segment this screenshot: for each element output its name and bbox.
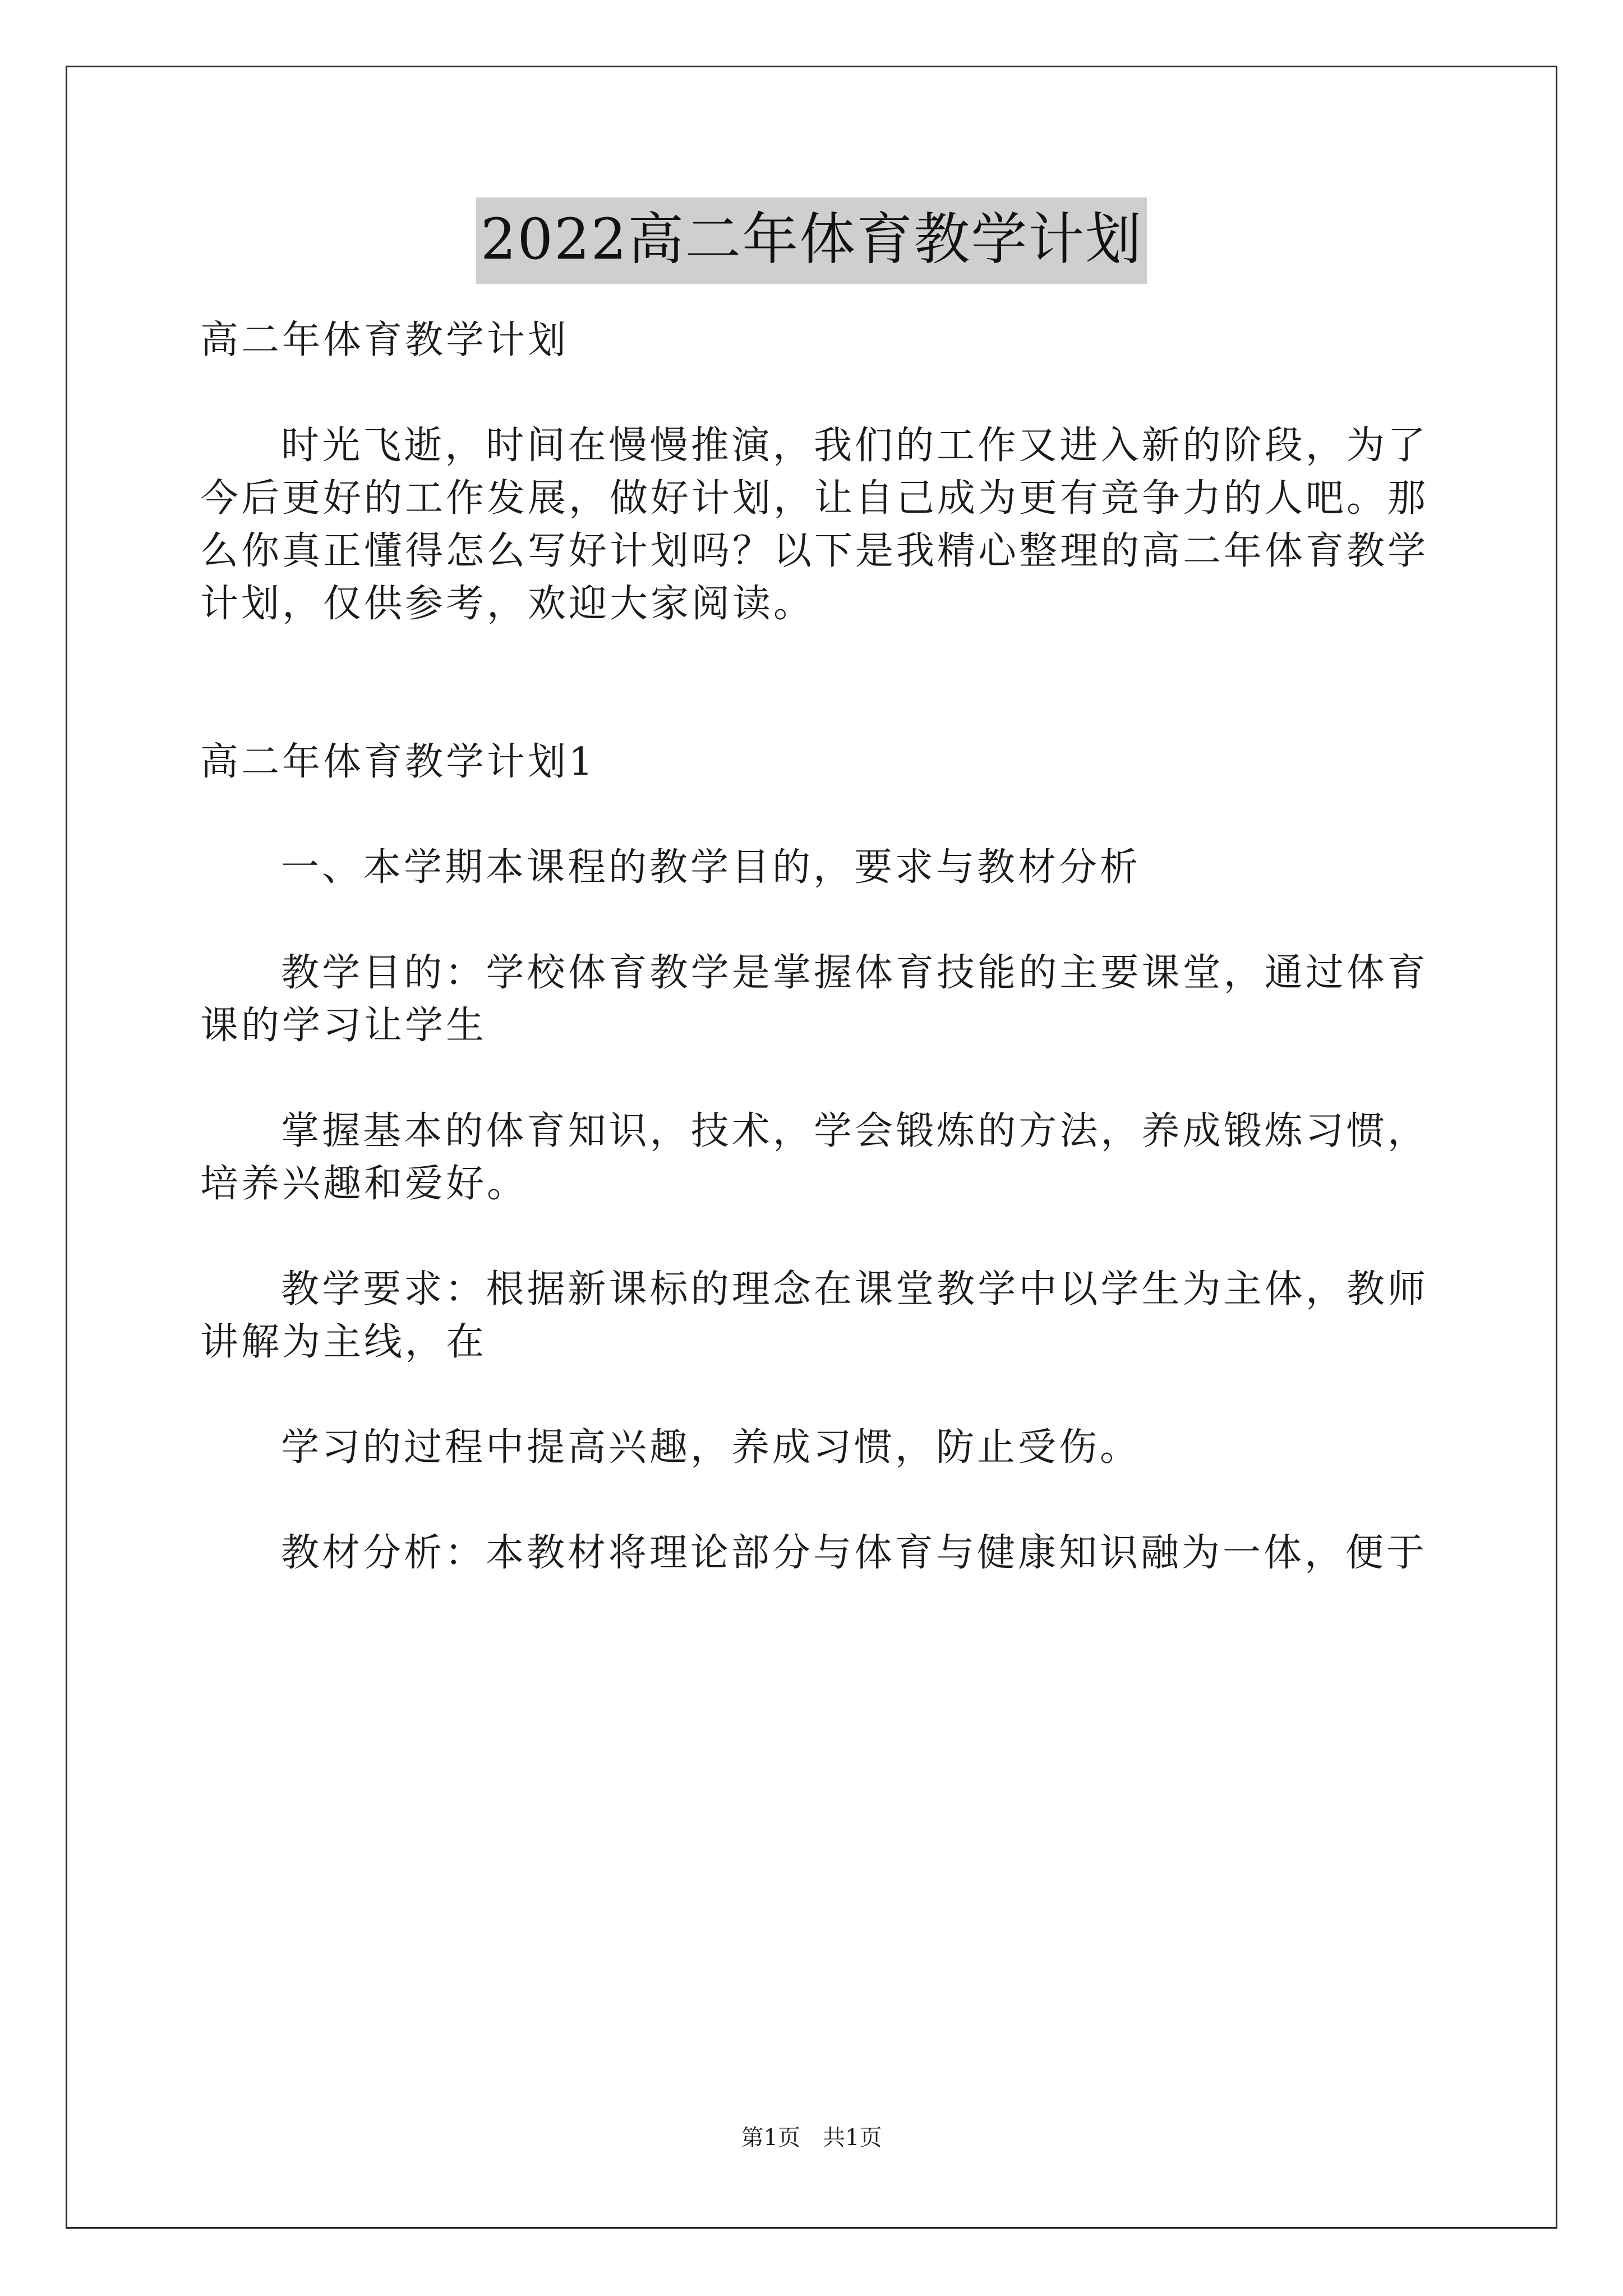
- subsection-heading: 一、本学期本课程的教学目的，要求与教材分析: [281, 845, 1141, 890]
- document-body: [200, 314, 1428, 1632]
- subtitle-paragraph: 高二年体育教学计划: [200, 318, 569, 362]
- document-title: 2022高二年体育教学计划: [476, 197, 1147, 284]
- material-analysis-paragraph: 教材分析：本教材将理论部分与体育与健康知识融为一体，便于: [281, 1531, 1428, 1575]
- title-container: [0, 197, 1623, 284]
- section-heading: 高二年体育教学计划1: [200, 740, 596, 784]
- teaching-requirements-continued: 学习的过程中提高兴趣，养成习惯，防止受伤。: [281, 1425, 1141, 1470]
- intro-paragraph: 时光飞逝，时间在慢慢推演，我们的工作又进入新的阶段，为了今后更好的工作发展，做好计划，让自己成为更有竞争力的人吧。那么你真正懂得怎么写好计划吗？以下是我精心整理的高二年体育教学计划，仅供参考，欢迎大家阅读。: [200, 424, 1429, 626]
- teaching-requirements-paragraph: 教学要求：根据新课标的理念在课堂教学中以学生为主体，教师讲解为主线，在: [200, 1267, 1428, 1364]
- teaching-purpose-continued: 掌握基本的体育知识，技术，学会锻炼的方法，养成锻炼习惯，培养兴趣和爱好。: [200, 1109, 1428, 1206]
- page-footer: 第1页 共1页: [741, 2125, 882, 2151]
- teaching-purpose-paragraph: 教学目的：学校体育教学是掌握体育技能的主要课堂，通过体育课的学习让学生: [200, 951, 1428, 1048]
- section-gap: [200, 683, 1428, 736]
